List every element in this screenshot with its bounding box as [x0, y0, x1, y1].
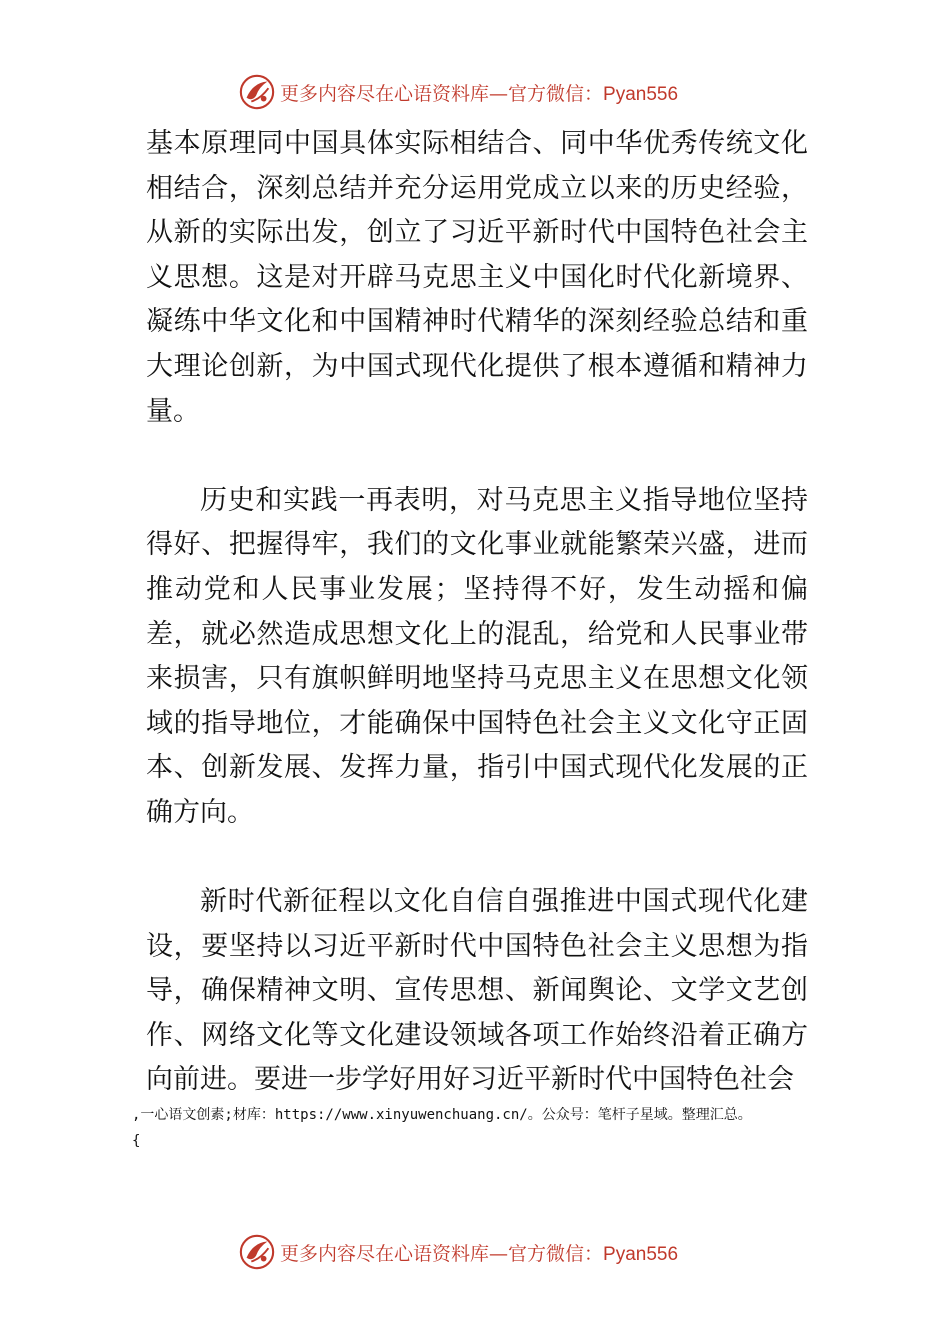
banner-text	[280, 79, 678, 106]
banner-wechat-id: Pyan556	[603, 1243, 679, 1265]
xinyu-logo-icon	[238, 73, 276, 111]
banner-wechat-id: Pyan556	[603, 83, 679, 105]
banner-text	[280, 1239, 678, 1266]
footer-note-line-2: {	[132, 1133, 141, 1149]
document-body	[146, 122, 808, 1103]
banner-text-cn: 更多内容尽在心语资料库—官方微信：	[280, 1242, 604, 1265]
paragraph-2: 历史和实践一再表明，对马克思主义指导地位坚持得好、把握得牢，我们的文化事业就能繁荣兴盛，进而推动党和人民事业发展；坚持得不好，发生动摇和偏差，就必然造成思想文化上的混乱，给党和人民事业带来损害，只有旗帜鲜明地坚持马克思主义在思想文化领域的指导地位，才能确保中国特色社会主义文化守正固本、创新发展、发挥力量，指引中国式现代化发展的正确方向。	[146, 484, 808, 828]
footer-banner	[238, 1232, 678, 1272]
paragraph-3: 新时代新征程以文化自信自强推进中国式现代化建设，要坚持以习近平新时代中国特色社会主义思想为指导，确保精神文明、宣传思想、新闻舆论、文学文艺创作、网络文化等文化建设领域各项工作始终沿着正确方向前进。要进一步学好用好习近平新时代中国特色社会	[146, 886, 808, 1096]
footer-note-line-1: ,一心语文创素;材库：https://www.xinyuwenchuang.cn/。公众号：笔杆子星域。整理汇总。	[132, 1107, 752, 1123]
paragraph-1: 基本原理同中国具体实际相结合、同中华优秀传统文化相结合，深刻总结并充分运用党成立以来的历史经验，从新的实际出发，创立了习近平新时代中国特色社会主义思想。这是对开辟马克思主义中国化时代化新境界、凝练中华文化和中国精神时代精华的深刻经验总结和重大理论创新，为中国式现代化提供了根本遵循和精神力量。	[146, 128, 808, 427]
banner-text-cn: 更多内容尽在心语资料库—官方微信：	[280, 82, 604, 105]
xinyu-logo-icon	[238, 1233, 276, 1271]
header-banner	[238, 72, 678, 112]
footer-note	[132, 1102, 872, 1154]
